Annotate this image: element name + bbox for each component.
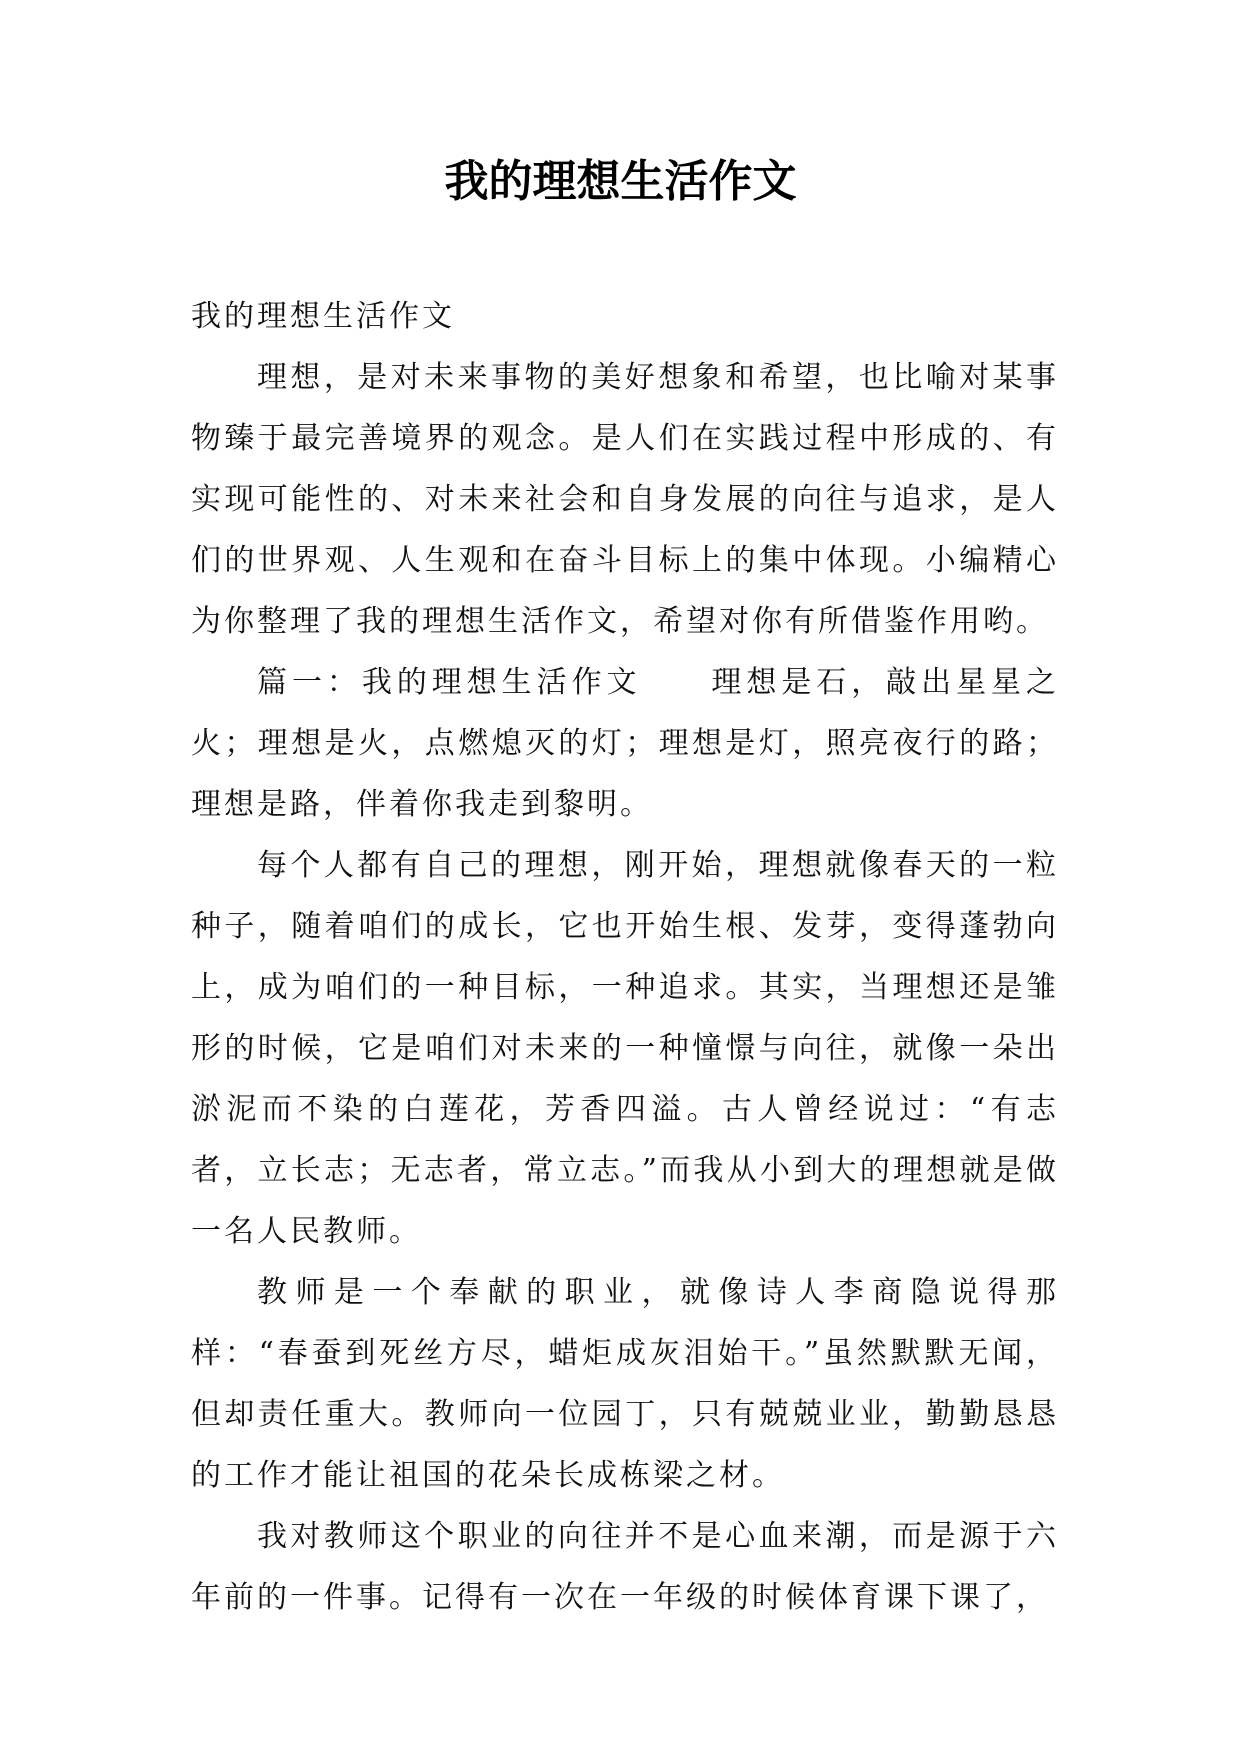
paragraph-part-one: 篇一：我的理想生活作文 理想是石，敲出星星之火；理想是火，点燃熄灭的灯；理想是灯，照亮夜行的路；理想是路，伴着你我走到黎明。	[191, 665, 1059, 822]
paragraph: 教师是一个奉献的职业，就像诗人李商隐说得那样：“春蚕到死丝方尽，蜡炬成灰泪始干。”虽然默默无闻，但却责任重大。教师向一位园丁，只有兢兢业业，勤勤恳恳的工作才能让祖国的花朵长成栋梁之材。	[191, 1275, 1059, 1493]
paragraph-subtitle: 我的理想生活作文	[191, 299, 455, 334]
paragraph: 我对教师这个职业的向往并不是心血来潮，而是源于六年前的一件事。记得有一次在一年级的时候体育课下课了，	[191, 1519, 1059, 1615]
document-title: 我的理想生活作文	[444, 156, 797, 207]
paragraph: 每个人都有自己的理想，刚开始，理想就像春天的一粒种子，随着咱们的成长，它也开始生根、发芽，变得蓬勃向上，成为咱们的一种目标，一种追求。其实，当理想还是雏形的时候，它是咱们对未来的一种憧憬与向往，就像一朵出淤泥而不染的白莲花，芳香四溢。古人曾经说过：“有志者，立长志；无志者，常立志。”而我从小到大的理想就是做一名人民教师。	[191, 848, 1059, 1249]
paragraph-intro: 理想，是对未来事物的美好想象和希望，也比喻对某事物臻于最完善境界的观念。是人们在实践过程中形成的、有实现可能性的、对未来社会和自身发展的向往与追求，是人们的世界观、人生观和在奋斗目标上的集中体现。小编精心为你整理了我的理想生活作文，希望对你有所借鉴作用哟。	[191, 360, 1059, 639]
document-body	[191, 286, 1059, 1628]
